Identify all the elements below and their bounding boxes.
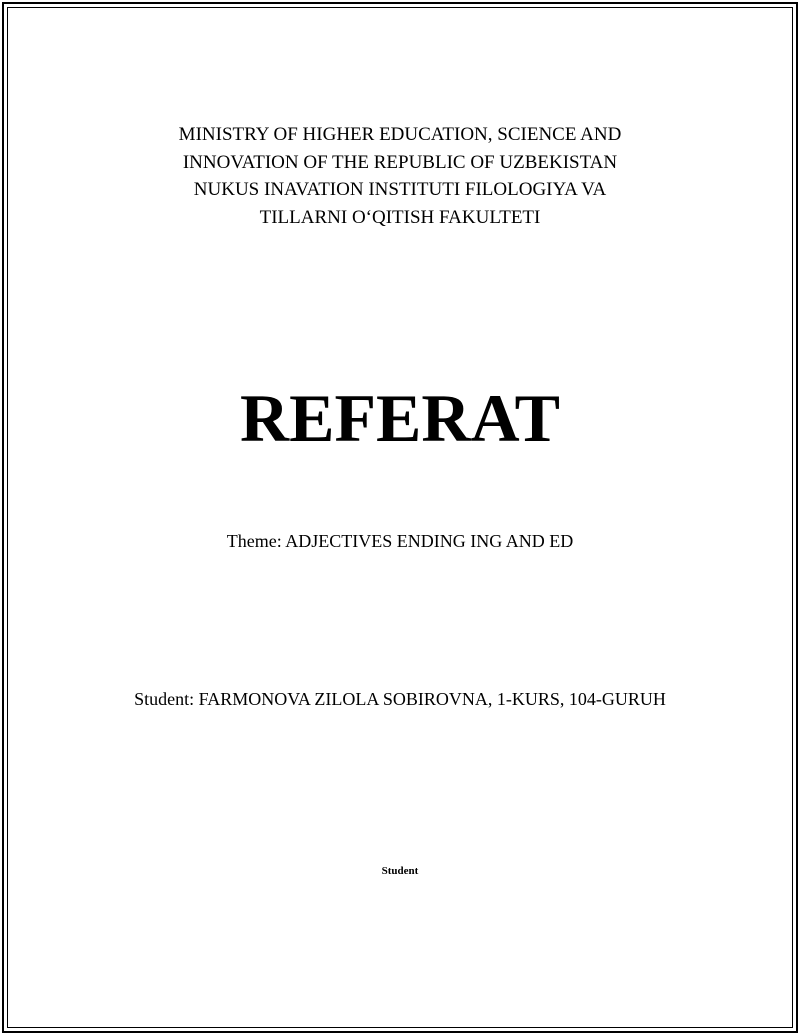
header-line: INNOVATION OF THE REPUBLIC OF UZBEKISTAN — [182, 151, 618, 173]
header-line: MINISTRY OF HIGHER EDUCATION, SCIENCE AND — [178, 124, 622, 145]
institution-header — [0, 121, 800, 231]
header-line: TILLARNI O‘QITISH FAKULTETI — [259, 206, 541, 228]
student-info: Student: FARMONOVA ZILOLA SOBIROVNA, 1-KURS, 104-GURUH — [134, 689, 666, 709]
theme-line: Theme: ADJECTIVES ENDING ING AND ED — [226, 531, 574, 551]
document-title: REFERAT — [240, 380, 560, 456]
footer-student-label: Student — [381, 865, 419, 877]
header-line: NUKUS INAVATION INSTITUTI FILOLOGIYA VA — [193, 179, 607, 200]
